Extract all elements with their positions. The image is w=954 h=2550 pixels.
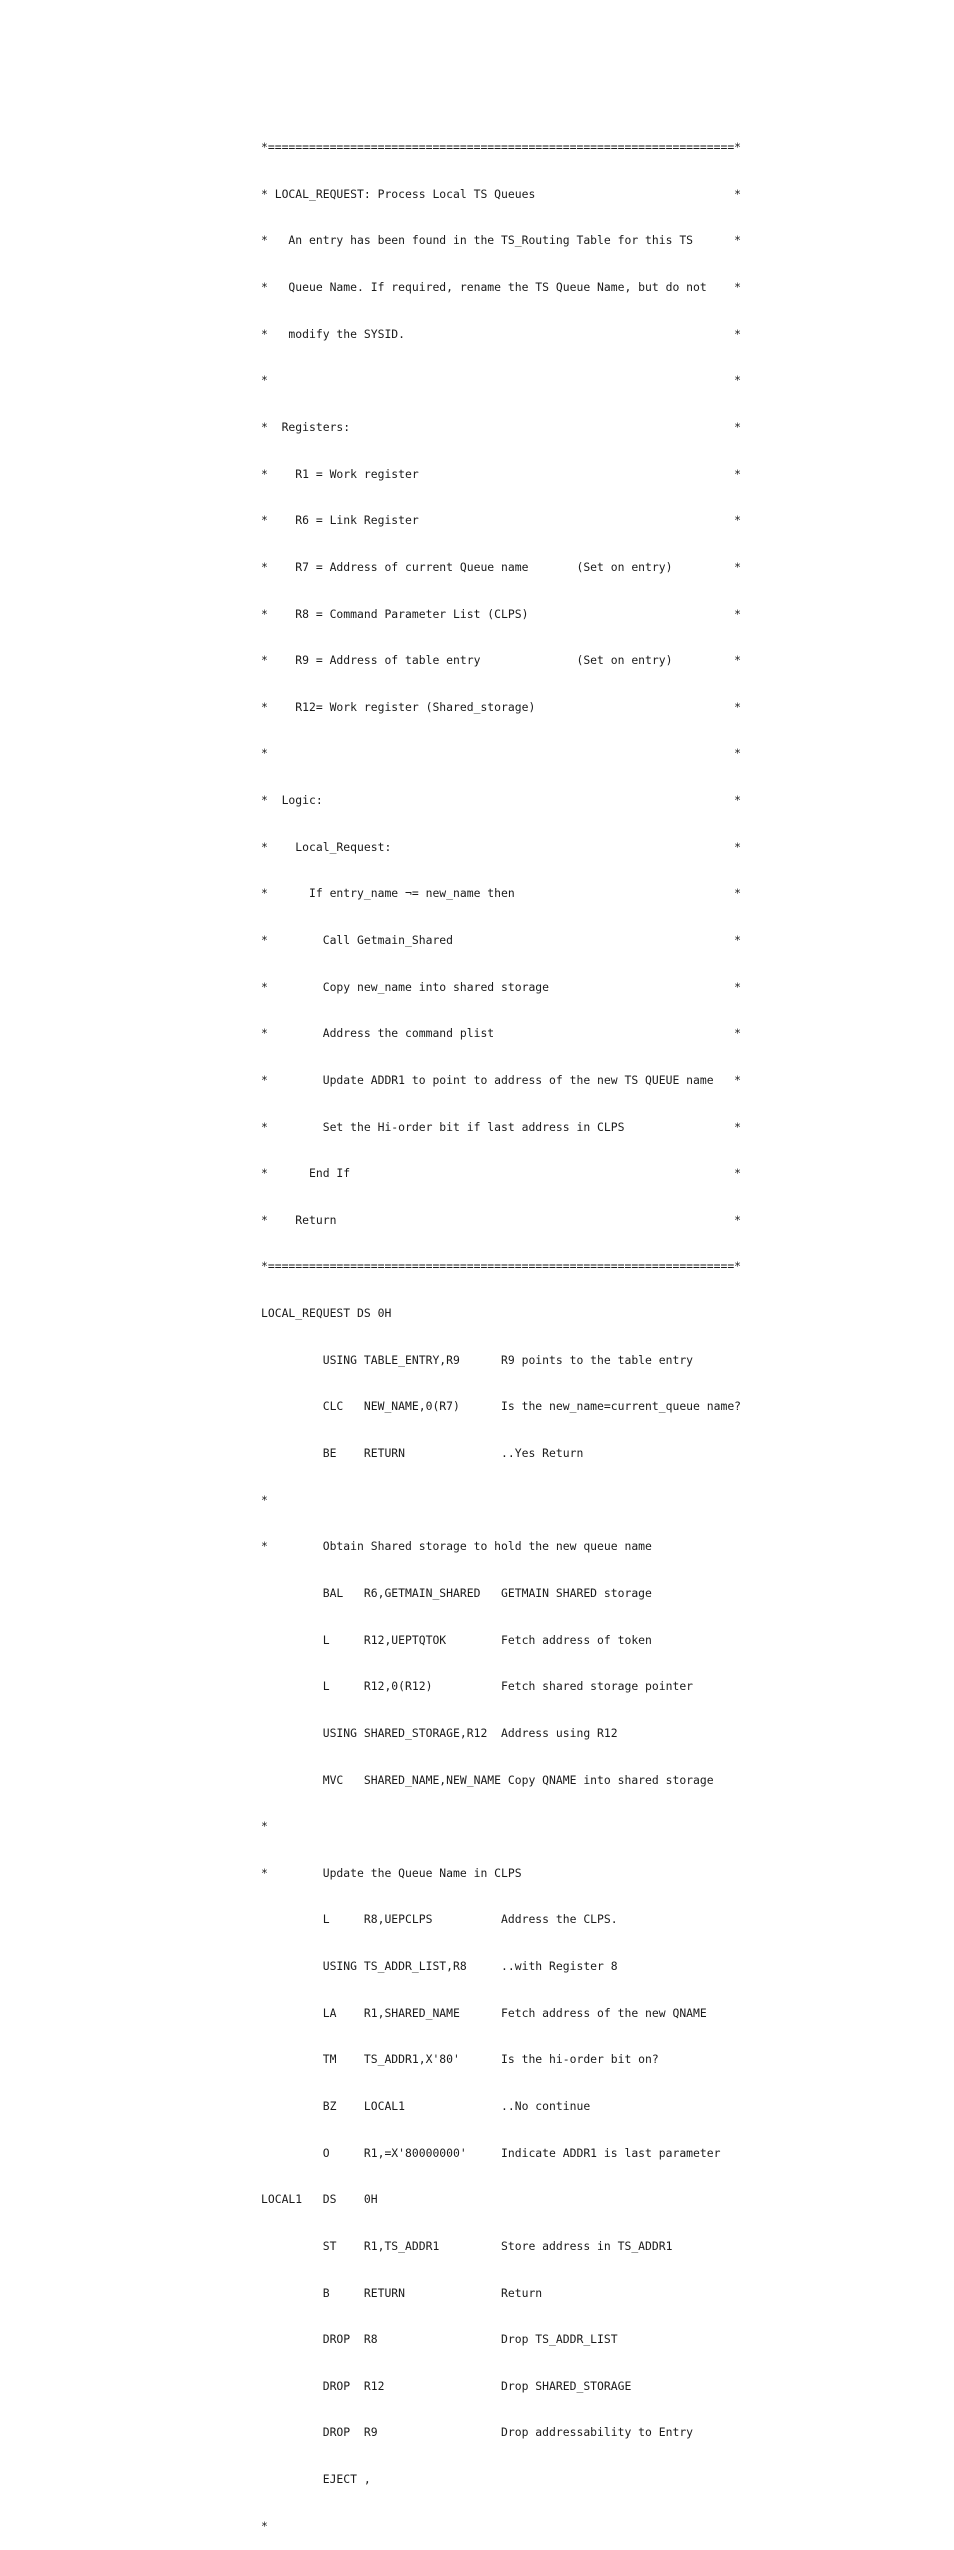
code-line: DROP R8 Drop TS_ADDR_LIST: [261, 2332, 618, 2347]
code-line: * End If *: [261, 1166, 742, 1181]
code-line: * An entry has been found in the TS_Routing Table for this TS *: [261, 233, 742, 248]
code-line: * Call Getmain_Shared *: [261, 932, 742, 947]
code-line: * Registers: *: [261, 419, 742, 434]
assembler-listing: [261, 109, 741, 2550]
code-line: EJECT ,: [261, 2472, 371, 2487]
code-line: *: [261, 2518, 268, 2533]
code-line: * *: [261, 373, 742, 388]
code-line: O R1,=X'80000000' Indicate ADDR1 is last parameter: [261, 2145, 721, 2160]
code-line: LOCAL1 DS 0H: [261, 2192, 378, 2207]
code-line: * Address the command plist *: [261, 1026, 742, 1041]
code-line: CLC NEW_NAME,0(R7) Is the new_name=current_queue name?: [261, 1399, 742, 1414]
code-line: * R1 = Work register *: [261, 466, 742, 481]
code-line: * Logic: *: [261, 793, 742, 808]
code-line: * R12= Work register (Shared_storage) *: [261, 699, 742, 714]
code-line: B RETURN Return: [261, 2285, 543, 2300]
code-line: TM TS_ADDR1,X'80' Is the hi-order bit on?: [261, 2052, 659, 2067]
code-line: *====================================================================*: [261, 140, 742, 155]
code-line: MVC SHARED_NAME,NEW_NAME Copy QNAME into shared storage: [261, 1772, 714, 1787]
code-line: USING TS_ADDR_LIST,R8 ..with Register 8: [261, 1959, 618, 1974]
code-line: BAL R6,GETMAIN_SHARED GETMAIN SHARED storage: [261, 1585, 652, 1600]
code-line: * Obtain Shared storage to hold the new queue name: [261, 1539, 652, 1554]
code-line: LA R1,SHARED_NAME Fetch address of the new QNAME: [261, 2005, 707, 2020]
code-line: USING TABLE_ENTRY,R9 R9 points to the table entry: [261, 1352, 694, 1367]
code-line: * R9 = Address of table entry (Set on entry) *: [261, 653, 742, 668]
code-line: * LOCAL_REQUEST: Process Local TS Queues *: [261, 186, 742, 201]
code-line: * Queue Name. If required, rename the TS Queue Name, but do not *: [261, 280, 742, 295]
code-line: * *: [261, 746, 742, 761]
code-line: * Update the Queue Name in CLPS: [261, 1865, 522, 1880]
code-line: * Return *: [261, 1212, 742, 1227]
code-line: BZ LOCAL1 ..No continue: [261, 2099, 591, 2113]
code-line: DROP R9 Drop addressability to Entry: [261, 2425, 694, 2440]
code-line: * Update ADDR1 to point to address of the new TS QUEUE name *: [261, 1072, 742, 1087]
code-line: *: [261, 1819, 268, 1834]
code-line: *====================================================================*: [261, 1259, 742, 1274]
code-line: *: [261, 1492, 268, 1507]
code-line: * Set the Hi-order bit if last address in CLPS *: [261, 1119, 742, 1134]
code-line: BE RETURN ..Yes Return: [261, 1446, 584, 1461]
code-line: L R12,0(R12) Fetch shared storage pointer: [261, 1679, 694, 1694]
code-line: USING SHARED_STORAGE,R12 Address using R12: [261, 1725, 618, 1740]
code-line: * Copy new_name into shared storage *: [261, 979, 742, 994]
code-line: * If entry_name ¬= new_name then *: [261, 886, 742, 901]
code-line: * R6 = Link Register *: [261, 513, 742, 528]
code-line: * R7 = Address of current Queue name (Set on entry) *: [261, 559, 742, 574]
code-line: ST R1,TS_ADDR1 Store address in TS_ADDR1: [261, 2238, 673, 2253]
code-line: LOCAL_REQUEST DS 0H: [261, 1306, 392, 1321]
code-line: * R8 = Command Parameter List (CLPS) *: [261, 606, 742, 621]
code-line: DROP R12 Drop SHARED_STORAGE: [261, 2378, 632, 2393]
code-line: L R12,UEPTQTOK Fetch address of token: [261, 1632, 652, 1647]
code-line: L R8,UEPCLPS Address the CLPS.: [261, 1912, 618, 1927]
code-line: * modify the SYSID. *: [261, 326, 742, 341]
code-line: * Local_Request: *: [261, 839, 742, 854]
